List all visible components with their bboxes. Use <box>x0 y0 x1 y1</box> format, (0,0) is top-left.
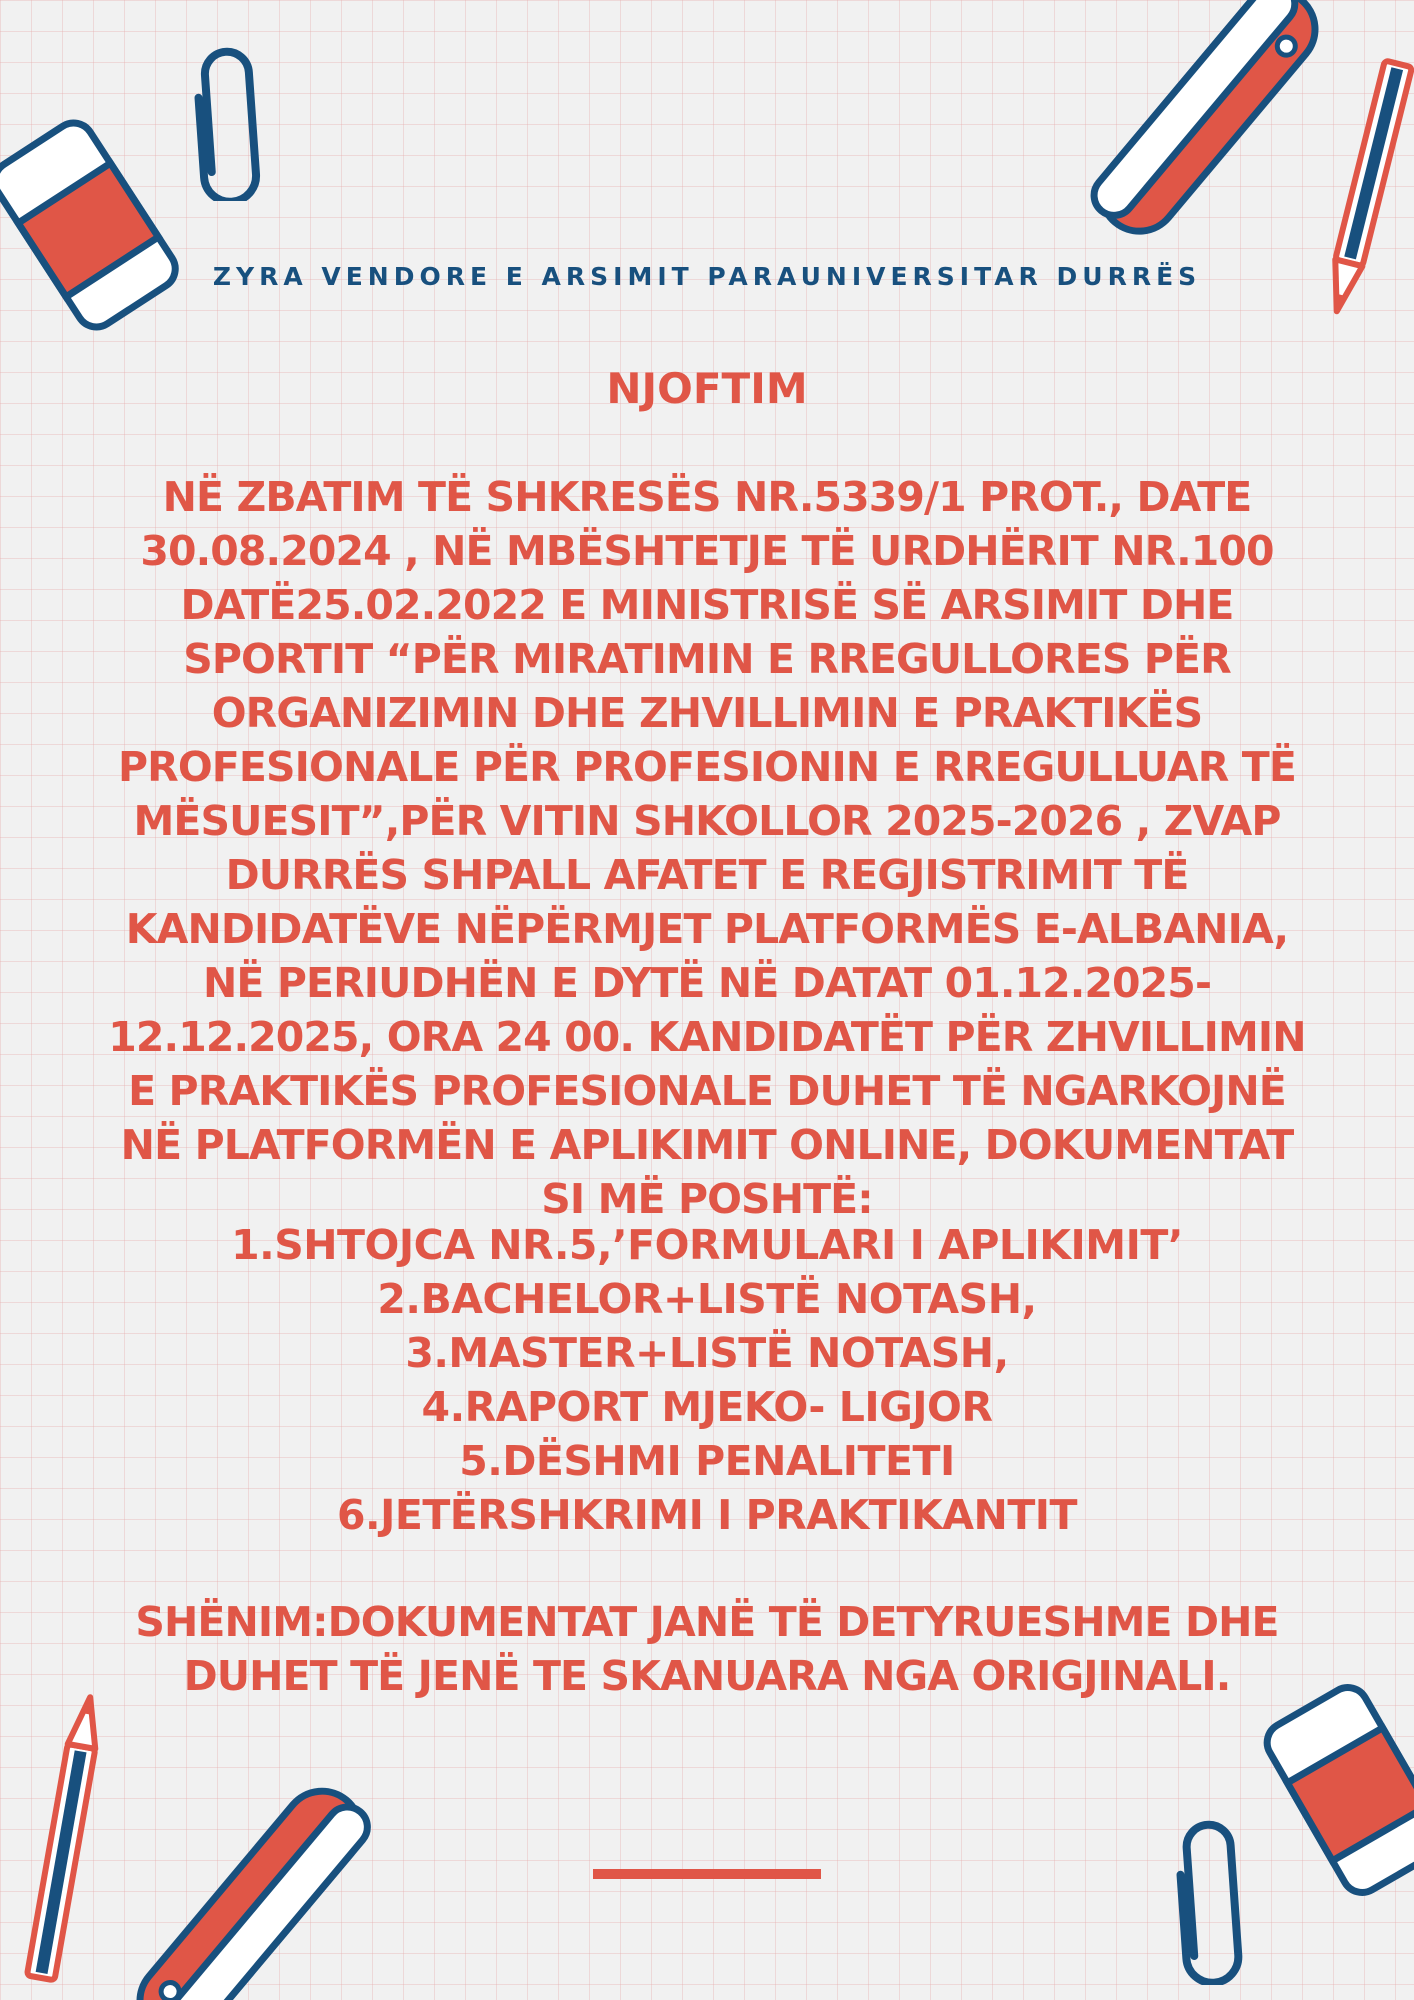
notice-title: NJOFTIM <box>606 364 808 413</box>
notice-body-line: NË PERIUDHËN E DYTË NË DATAT 01.12.2025- <box>202 959 1212 1007</box>
list-item: 3.MASTER+LISTË NOTASH, <box>405 1329 1009 1377</box>
notice-body-line: DURRËS SHPALL AFATET E REGJISTRIMIT TË <box>225 851 1189 899</box>
paperclip-icon <box>1160 1805 1255 1985</box>
list-item: 4.RAPORT MJEKO- LIGJOR <box>421 1383 993 1431</box>
notice-body-line: NË ZBATIM TË SHKRESËS NR.5339/1 PROT., DATE <box>162 473 1252 521</box>
footer-divider <box>593 1869 821 1879</box>
list-item: 5.DËSHMI PENALITETI <box>459 1437 955 1485</box>
notice-body-line: DATË25.02.2022 E MINISTRISË SË ARSIMIT DHE <box>180 581 1234 629</box>
notice-body-line: SI MË POSHTË: <box>541 1175 873 1223</box>
stapler-icon <box>1055 0 1335 260</box>
notice-body-line: PROFESIONALE PËR PROFESIONIN E RREGULLUAR TË <box>118 743 1296 791</box>
notice-body-line: 12.12.2025, ORA 24 00. KANDIDATËT PËR ZHVILLIMIN <box>108 1013 1306 1061</box>
notice-body-line: E PRAKTIKËS PROFESIONALE DUHET TË NGARKOJNË <box>128 1067 1286 1115</box>
notice-body-line: KANDIDATËVE NËPËRMJET PLATFORMËS E-ALBANIA, <box>125 905 1289 953</box>
footnote-line: SHËNIM:DOKUMENTAT JANË TË DETYRUESHME DHE <box>135 1598 1279 1646</box>
footnote-line: DUHET TË JENË TE SKANUARA NGA ORIGJINALI. <box>183 1652 1231 1700</box>
notice-body-line: NË PLATFORMËN E APLIKIMIT ONLINE, DOKUMENTAT <box>120 1121 1294 1169</box>
notice-body-line: MËSUESIT”,PËR VITIN SHKOLLOR 2025-2026 , ZVAP <box>133 797 1281 845</box>
notice-body <box>50 470 1364 1226</box>
stapler-icon <box>110 1740 400 2000</box>
list-item: 1.SHTOJCA NR.5,’FORMULARI I APLIKIMIT’ <box>231 1221 1183 1269</box>
eraser-icon <box>0 100 190 350</box>
list-item: 6.JETËRSHKRIMI I PRAKTIKANTIT <box>336 1491 1078 1539</box>
notice-footnote <box>50 1595 1364 1703</box>
notice-body-line: SPORTIT “PËR MIRATIMIN E RREGULLORES PËR <box>183 635 1231 683</box>
organization-header: ZYRA VENDORE E ARSIMIT PARAUNIVERSITAR DURRËS <box>212 262 1202 291</box>
required-documents-list <box>50 1218 1364 1542</box>
list-item: 2.BACHELOR+LISTË NOTASH, <box>377 1275 1037 1323</box>
paperclip-icon <box>178 36 273 201</box>
notice-body-line: ORGANIZIMIN DHE ZHVILLIMIN E PRAKTIKËS <box>211 689 1203 737</box>
notice-body-line: 30.08.2024 , NË MBËSHTETJE TË URDHËRIT NR.100 <box>140 527 1274 575</box>
pencil-icon <box>1320 30 1414 350</box>
